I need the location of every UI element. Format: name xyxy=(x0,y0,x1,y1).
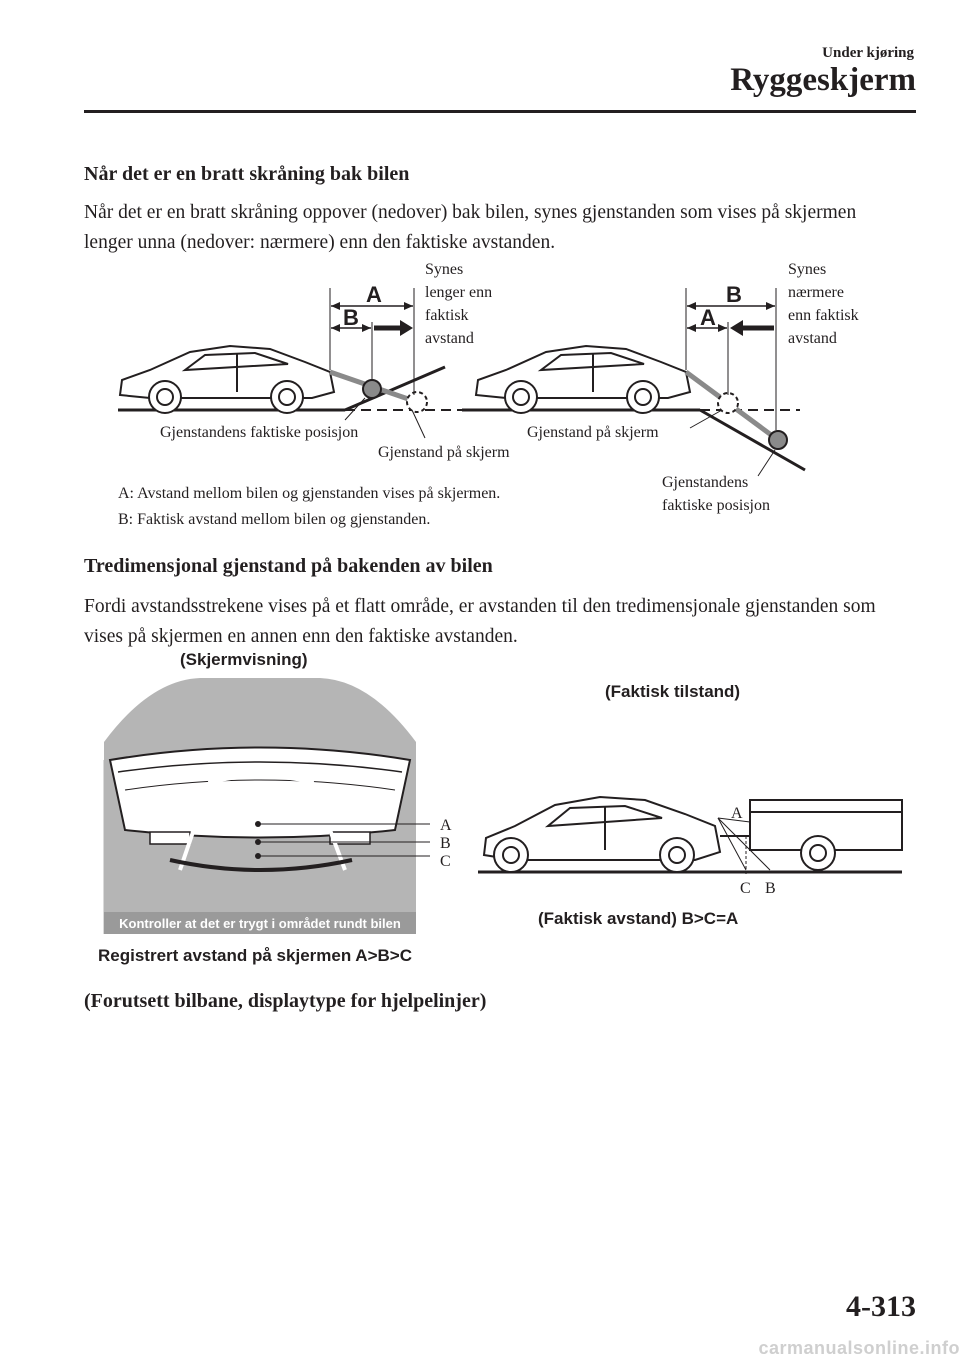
legend-a: A: Avstand mellom bilen og gjenstanden vises på skjermen. xyxy=(118,485,501,502)
actual-distance-label: (Faktisk avstand) B>C=A xyxy=(538,909,739,928)
right-note-line: avstand xyxy=(788,330,837,347)
right-note-line: nærmere xyxy=(788,284,844,301)
left-label-b: B xyxy=(343,305,359,330)
right-note-line: enn faktisk xyxy=(788,307,859,324)
actual-label-b: B xyxy=(765,880,776,897)
section2-heading: Tredimensjonal gjenstand på bakenden av bilen xyxy=(84,555,493,577)
car-icon xyxy=(484,797,720,872)
camera-screen xyxy=(104,678,452,934)
right-actual-position-line: faktiske posisjon xyxy=(662,497,770,514)
right-note-line: Synes xyxy=(788,261,827,278)
right-label-a: A xyxy=(700,305,716,330)
section1-heading: Når det er en bratt skråning bak bilen xyxy=(84,163,410,185)
right-label-b: B xyxy=(726,282,742,307)
left-note-line: faktisk xyxy=(425,307,469,324)
screen-label-c: C xyxy=(440,853,451,870)
left-label-a: A xyxy=(366,282,382,307)
actual-caption: (Faktisk tilstand) xyxy=(605,682,741,701)
actual-label-a: A xyxy=(731,805,743,822)
trailer-icon xyxy=(720,800,902,870)
left-screen-object-label: Gjenstand på skjerm xyxy=(378,444,510,461)
screen-warning: Kontroller at det er trygt i området rundt bilen xyxy=(119,916,401,931)
actual-label-c: C xyxy=(740,880,751,897)
left-note-line: Synes xyxy=(425,261,464,278)
page-number: 4-313 xyxy=(846,1290,916,1323)
screen-caption: (Skjermvisning) xyxy=(180,650,308,669)
page-title: Ryggeskjerm xyxy=(730,62,916,98)
screen-label-a: A xyxy=(440,817,452,834)
section-label: Under kjøring xyxy=(822,45,914,61)
section1-body: Når det er en bratt skråning oppover (nedover) bak bilen, synes gjenstanden som vises på skjermen lenger unna (nedover: nærmere) enn den faktiske avstanden. xyxy=(84,202,857,253)
right-actual-position-line: Gjenstandens xyxy=(662,474,749,491)
left-note-line: avstand xyxy=(425,330,474,347)
registered-distance-label: Registrert avstand på skjermen A>B>C xyxy=(98,946,412,965)
left-note-line: lenger enn xyxy=(425,284,493,301)
section2-body: Fordi avstandsstrekene vises på et flatt område, er avstanden til den tredimensjonale gjenstanden som vises på skjermen en annen enn den faktiske avstanden. xyxy=(84,596,876,647)
legend-b: B: Faktisk avstand mellom bilen og gjenstanden. xyxy=(118,511,431,528)
watermark: carmanualsonline.info xyxy=(758,1338,960,1358)
right-screen-object-label: Gjenstand på skjerm xyxy=(527,424,659,441)
left-actual-position-label: Gjenstandens faktiske posisjon xyxy=(160,424,359,441)
footnote: (Forutsett bilbane, displaytype for hjelpelinjer) xyxy=(84,990,487,1012)
actual-scene xyxy=(478,797,902,897)
screen-label-b: B xyxy=(440,835,451,852)
